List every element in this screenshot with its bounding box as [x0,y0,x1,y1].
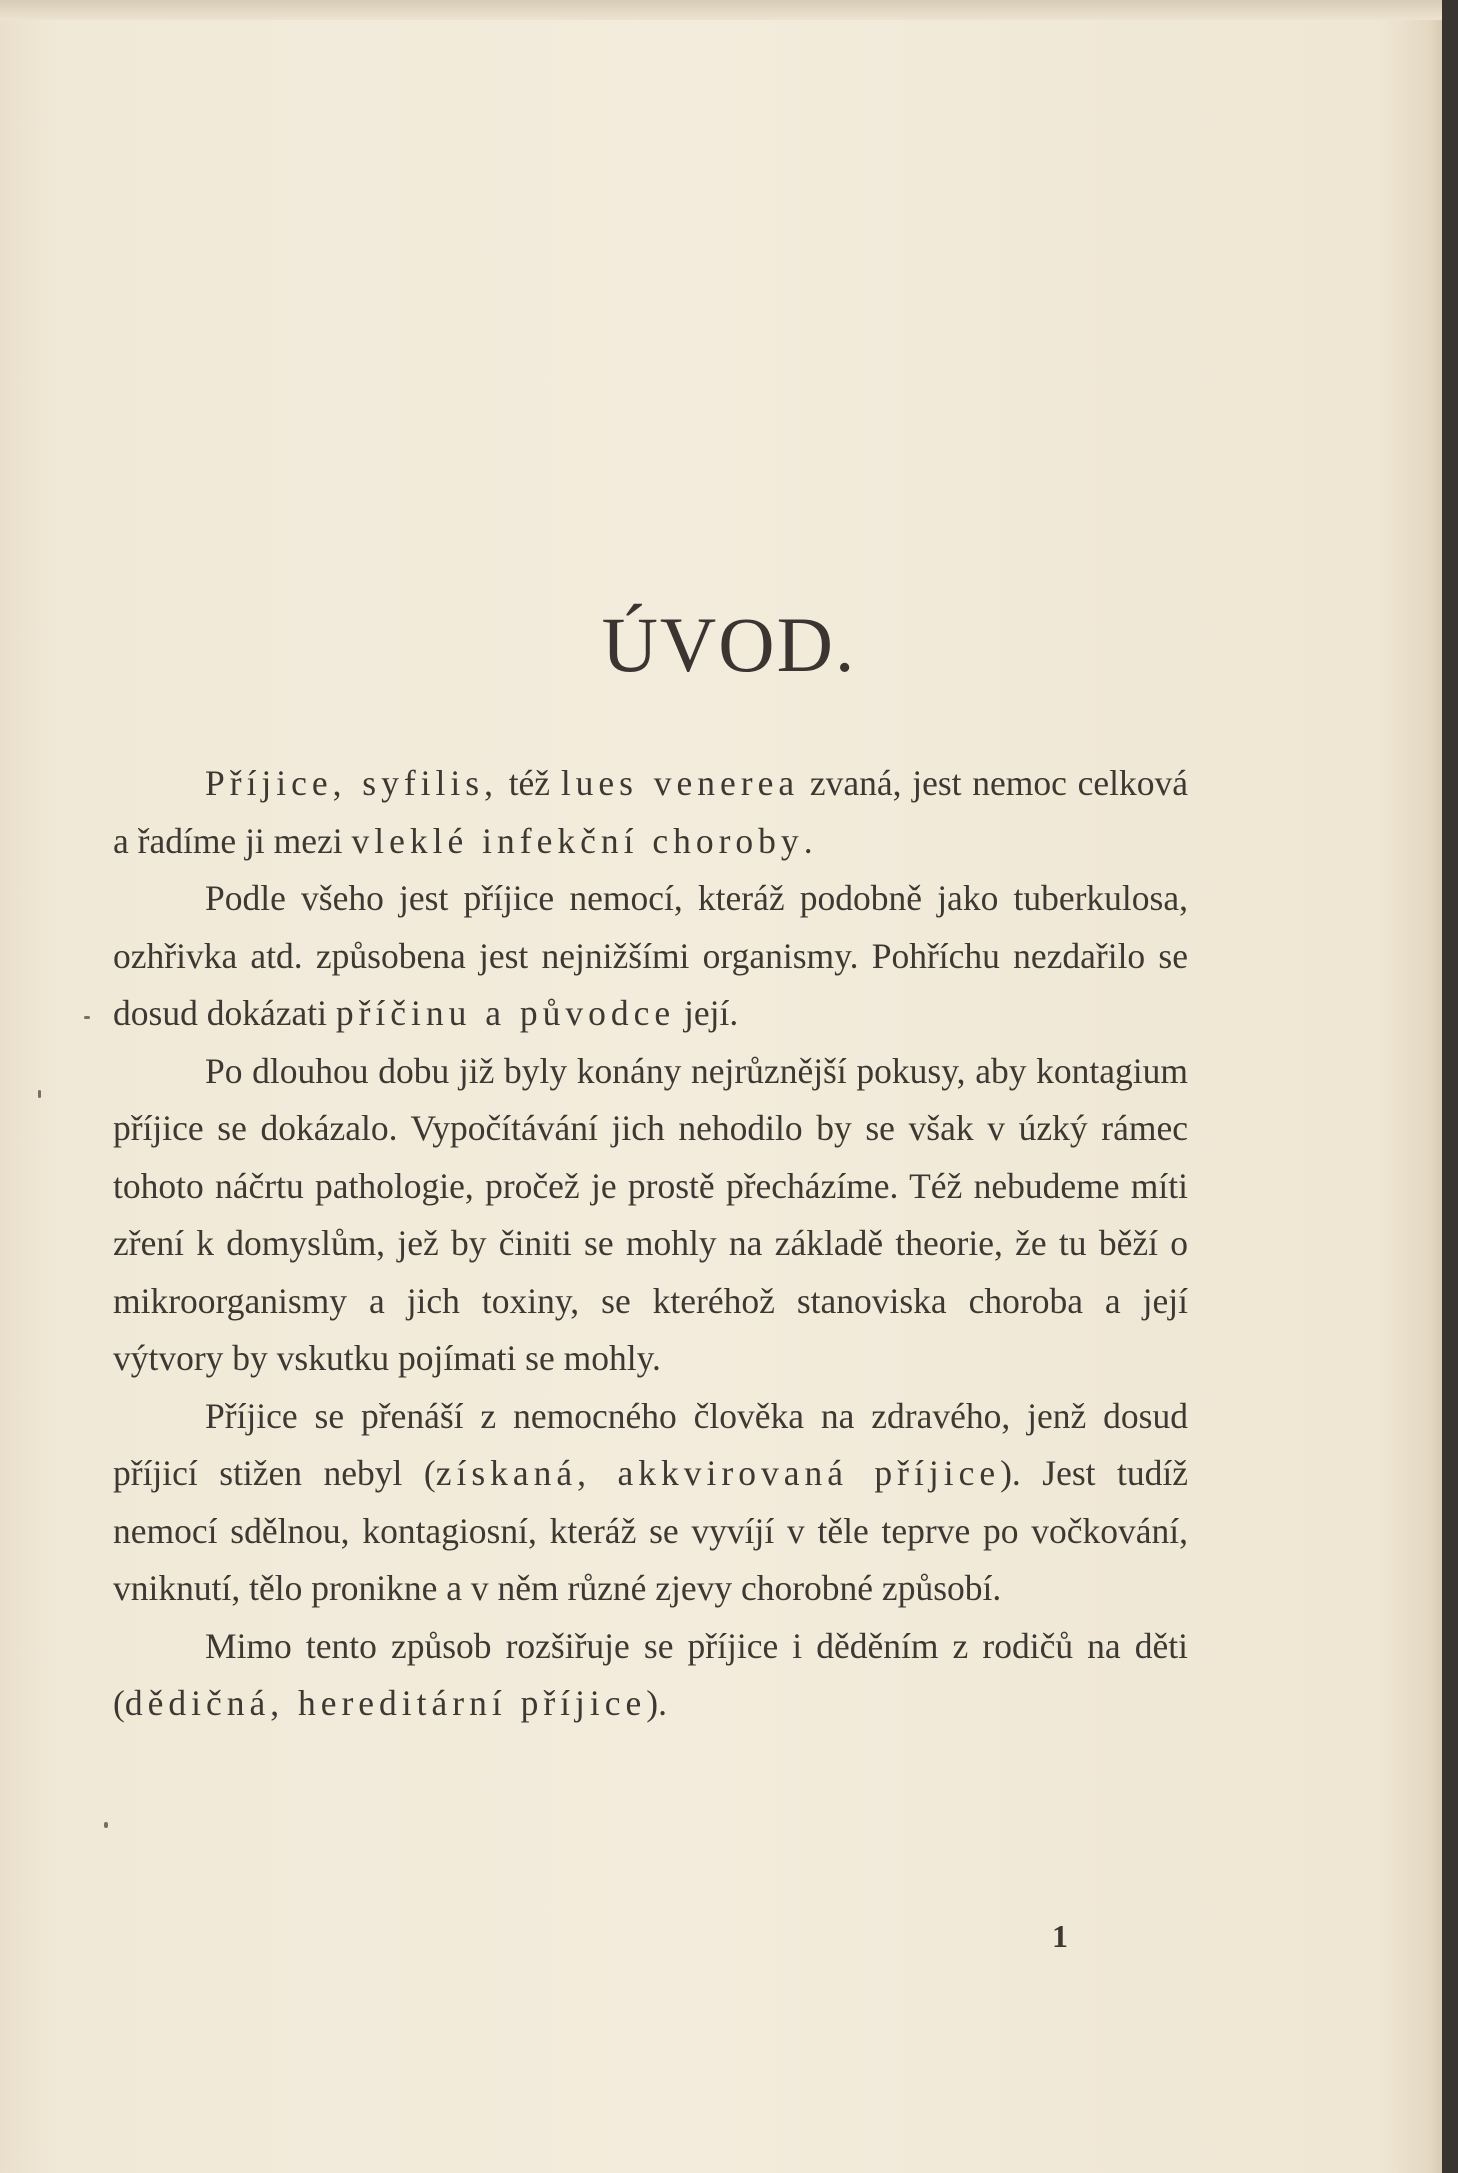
paragraph-text: Příjice se přenáší z nemocného člověka na zdravého, jenž dosud příjicí stižen nebyl ( [113,1395,1188,1493]
page-number: 1 [1052,1918,1068,1954]
emphasized-text: Příjice, syfilis, [205,763,498,803]
emphasized-text: dědičná, hereditární příjice [124,1683,647,1723]
paragraph-text: její. [675,993,739,1033]
emphasized-text: získaná, akkvirovaná příjice [435,1453,1001,1493]
paragraph-text: Po dlouhou dobu již byly konány nejrůznější pokusy, aby kontagium příjice se dokázalo. Vypočítávání jich nehodilo by se však v úzký rámec tohoto náčrtu pathologie, pročež je prostě přecházíme. Též nebudeme míti zření k domyslům, jež by činiti se mohly na základě theorie, že tu běží o mikroorganismy a jich toxiny, se kteréhož stanoviska choroba a její výtvory by vskutku pojímati se mohly. [113,1050,1188,1378]
emphasized-text: příčinu a původce [335,993,676,1033]
page-top-edge [0,0,1442,20]
emphasized-text: lues venerea [560,763,800,803]
body-text [113,755,1188,1733]
paragraph-5 [113,1618,1188,1733]
paragraph-4 [113,1388,1188,1618]
paragraph-text: ). Jest tudíž nemocí sdělnou, kontagiosní, kteráž se vyvíjí v těle teprve po vočkování, vniknutí, tělo pronikne a v něm různé zjevy chorobné způsobí. [113,1453,1188,1608]
paragraph-2 [113,870,1188,1043]
paragraph-3 [113,1043,1188,1388]
margin-speck [38,1090,41,1098]
paragraph-1 [113,755,1188,870]
paragraph-text: . [803,820,813,861]
paragraph-text: ). [646,1683,667,1723]
page-binding-edge [1442,0,1458,2173]
page-title: ÚVOD. [601,601,857,688]
paragraph-text: Mimo tento způsob rozšiřuje se příjice i děděním z rodičů na děti ( [113,1625,1188,1723]
margin-speck [104,1822,108,1828]
margin-speck [84,1016,90,1019]
emphasized-text: vleklé infekční choroby [351,820,804,861]
paragraph-text: Podle všeho jest příjice nemocí, kteráž podobně jako tuberkulosa, ozhřivka atd. způsobena jest nejnižšími organismy. Pohříchu nezdařilo se dosud dokázati [113,878,1188,1033]
paragraph-text: též [497,763,561,803]
paragraph-text: zvaná, jest nemoc celková a řadíme ji mezi [113,763,1188,861]
